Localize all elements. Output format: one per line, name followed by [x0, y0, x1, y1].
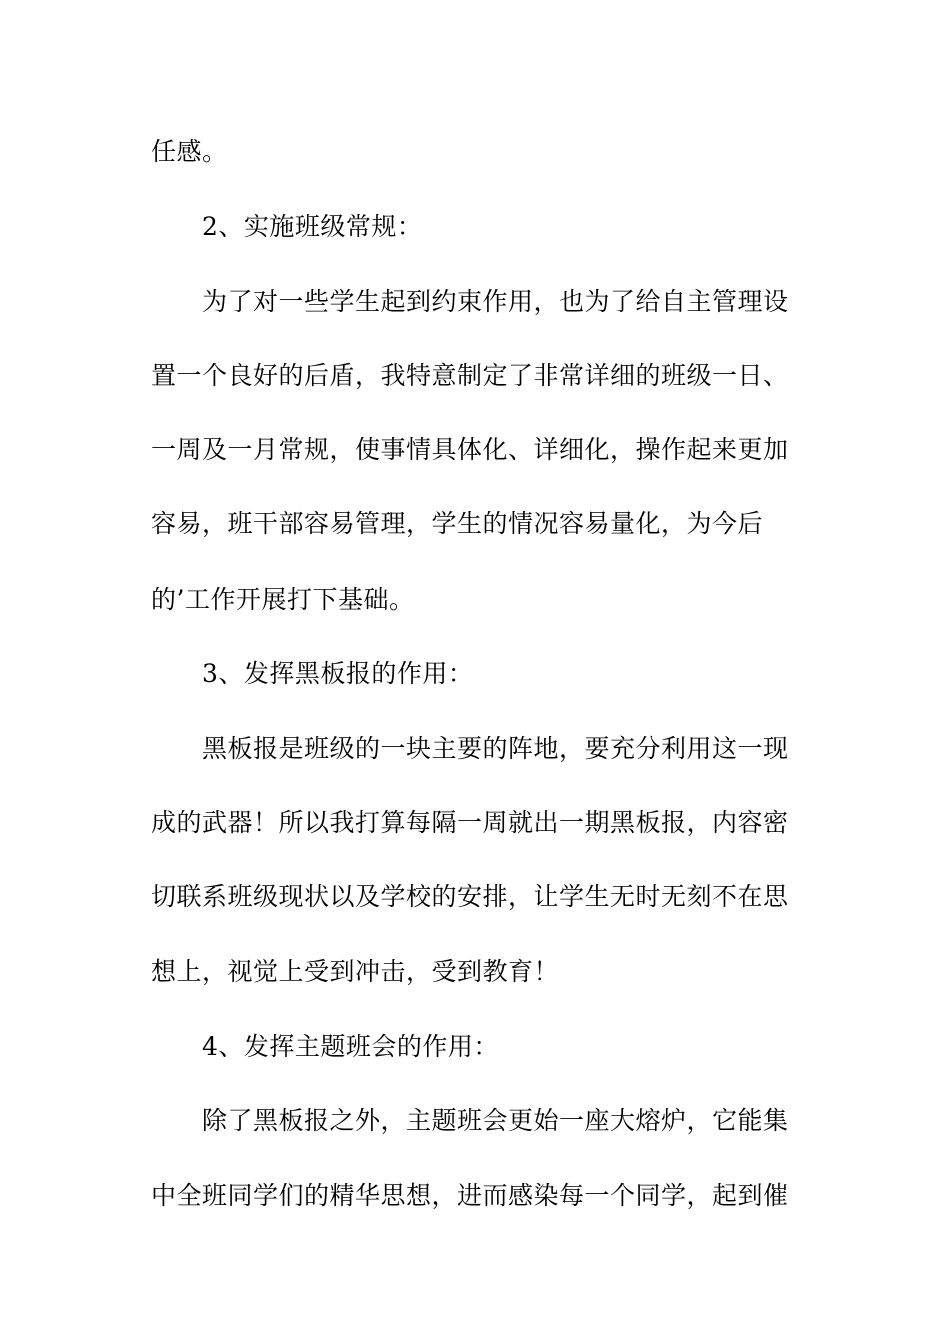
paragraph-line: 一周及一月常规，使事情具体化、详细化，操作起来更加 [151, 435, 789, 464]
paragraph-line: 中全班同学们的精华思想，进而感染每一个同学，起到催 [151, 1181, 789, 1210]
paragraph-line: 黑板报是班级的一块主要的阵地，要充分利用这一现 [202, 734, 789, 763]
paragraph-line: 除了黑板报之外，主题班会更始一座大熔炉，它能集 [202, 1106, 789, 1135]
paragraph-line: 容易，班干部容易管理，学生的情况容易量化，为今后 [151, 509, 764, 538]
paragraph-line: 为了对一些学生起到约束作用，也为了给自主管理设 [202, 287, 789, 316]
paragraph-line: 的’工作开展打下基础。 [151, 585, 415, 614]
section-heading: 2、实施班级常规： [202, 212, 423, 241]
section-heading: 4、发挥主题班会的作用： [202, 1032, 499, 1061]
paragraph-line: 置一个良好的后盾，我特意制定了非常详细的班级一日、 [151, 361, 789, 390]
paragraph-line: 成的武器！所以我打算每隔一周就出一期黑板报，内容密 [151, 808, 789, 837]
section-heading: 3、发挥黑板报的作用： [202, 659, 474, 688]
paragraph-line: 切联系班级现状以及学校的安排，让学生无时无刻不在思 [151, 882, 789, 911]
paragraph-line: 任感。 [151, 137, 228, 166]
paragraph-line: 想上，视觉上受到冲击，受到教育！ [151, 957, 560, 986]
